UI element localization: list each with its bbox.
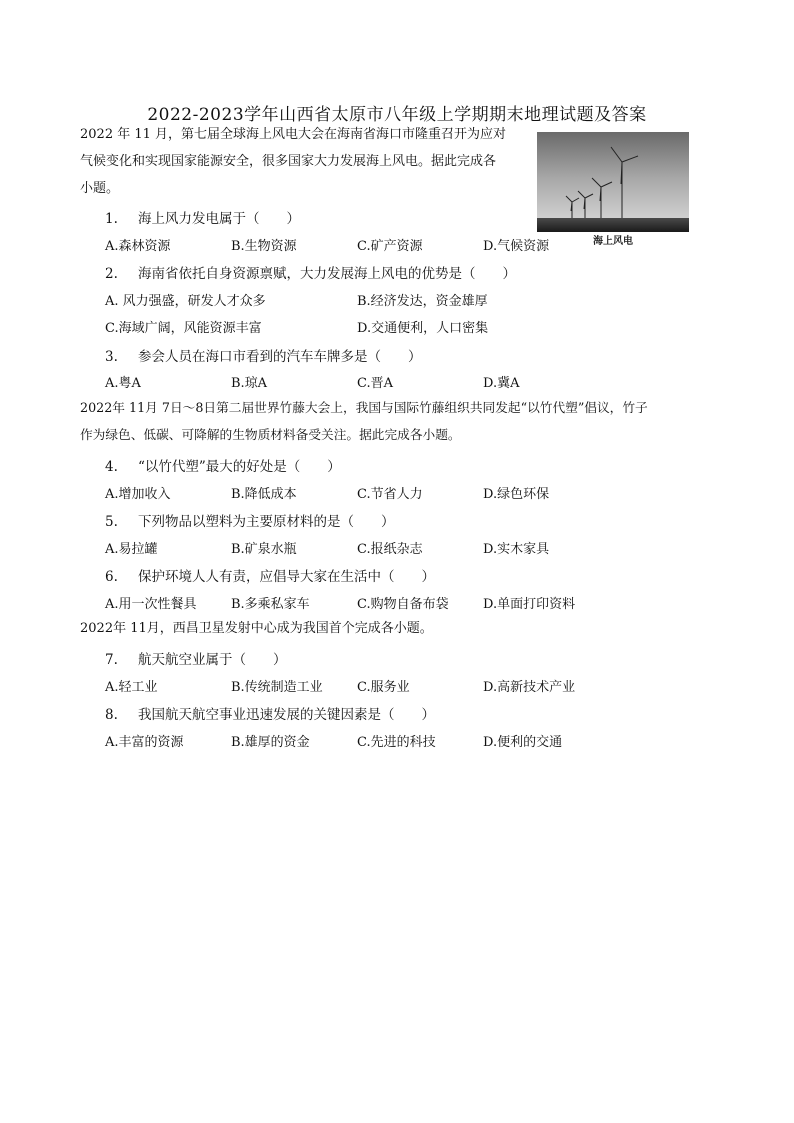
question-8 xyxy=(105,703,435,723)
question-1-option-a: A.森林资源 xyxy=(105,239,171,254)
intro-2-line-2: 作为绿色、低碳、可降解的生物质材料备受关注。据此完成各小题。 xyxy=(80,427,461,442)
question-7-option-b: B.传统制造工业 xyxy=(231,680,323,695)
figure-caption: 海上风电 xyxy=(593,236,633,247)
question-7-text: 航天航空业属于（ ） xyxy=(138,652,287,668)
question-3-option-d: D.冀A xyxy=(483,376,520,391)
question-1-number: 1. xyxy=(105,211,118,227)
question-8-option-b: B.雄厚的资金 xyxy=(231,735,310,750)
page-title: 2022-2023学年山西省太原市八年级上学期期末地理试题及答案 xyxy=(147,105,647,125)
question-6 xyxy=(105,565,435,585)
intro-passage-2 xyxy=(80,394,648,448)
question-6-number: 6. xyxy=(105,569,118,585)
question-2-number: 2. xyxy=(105,266,118,282)
question-2-option-d: D.交通便利，人口密集 xyxy=(357,321,489,336)
intro-passage-3 xyxy=(80,615,433,642)
question-2-option-c: C.海域广阔，风能资源丰富 xyxy=(105,321,262,336)
question-4-option-c: C.节省人力 xyxy=(357,487,423,502)
question-5-option-a: A.易拉罐 xyxy=(105,542,158,557)
question-3-option-a: A.粤A xyxy=(105,376,141,391)
intro-2-line-1: 2022年 11月 7日～8日第二届世界竹藤大会上，我国与国际竹藤组织共同发起“以竹代塑”倡议，竹子 xyxy=(80,400,648,415)
question-8-option-c: C.先进的科技 xyxy=(357,735,436,750)
question-7-number: 7. xyxy=(105,652,118,668)
question-3 xyxy=(105,345,422,365)
question-1 xyxy=(105,207,300,227)
question-6-option-d: D.单面打印资料 xyxy=(483,597,576,612)
question-4-text: “以竹代塑”最大的好处是（ ） xyxy=(138,459,341,475)
question-5-text: 下列物品以塑料为主要原材料的是（ ） xyxy=(138,514,395,530)
question-1-text: 海上风力发电属于（ ） xyxy=(138,211,300,227)
question-5-option-d: D.实木家具 xyxy=(483,542,550,557)
question-5 xyxy=(105,510,395,530)
question-2-options-row-2 xyxy=(105,317,745,337)
question-5-number: 5. xyxy=(105,514,118,530)
question-6-option-b: B.多乘私家车 xyxy=(231,597,310,612)
question-6-text: 保护环境人人有责，应倡导大家在生活中（ ） xyxy=(138,569,435,585)
question-7-options xyxy=(105,676,745,696)
question-4-option-d: D.绿色环保 xyxy=(483,487,550,502)
wind-farm-image xyxy=(537,132,689,232)
intro-passage-1 xyxy=(80,121,506,202)
question-8-option-d: D.便利的交通 xyxy=(483,735,563,750)
question-5-option-b: B.矿泉水瓶 xyxy=(231,542,297,557)
question-2 xyxy=(105,262,516,282)
question-1-option-d: D.气候资源 xyxy=(483,239,550,254)
question-2-option-a: A. 风力强盛，研发人才众多 xyxy=(105,294,266,309)
question-4-number: 4. xyxy=(105,459,118,475)
question-1-options xyxy=(105,235,745,255)
wind-farm-figure xyxy=(537,132,689,248)
question-5-option-c: C.报纸杂志 xyxy=(357,542,423,557)
question-2-options-row-1 xyxy=(105,290,745,310)
question-6-options xyxy=(105,593,745,613)
question-1-option-c: C.矿产资源 xyxy=(357,239,423,254)
question-4-option-a: A.增加收入 xyxy=(105,487,171,502)
question-8-number: 8. xyxy=(105,707,118,723)
question-7-option-a: A.轻工业 xyxy=(105,680,158,695)
question-5-options xyxy=(105,538,745,558)
question-3-option-b: B.琼A xyxy=(231,376,268,391)
question-7-option-c: C.服务业 xyxy=(357,680,410,695)
intro-1-line-3: 小题。 xyxy=(80,181,120,196)
question-6-option-c: C.购物自备布袋 xyxy=(357,597,449,612)
question-8-option-a: A.丰富的资源 xyxy=(105,735,184,750)
question-3-text: 参会人员在海口市看到的汽车车牌多是（ ） xyxy=(138,349,422,365)
question-4-options xyxy=(105,483,745,503)
intro-3-line-1: 2022年 11月，西昌卫星发射中心成为我国首个完成各小题。 xyxy=(80,621,433,636)
question-3-number: 3. xyxy=(105,349,118,365)
intro-1-line-2: 气候变化和实现国家能源安全，很多国家大力发展海上风电。据此完成各 xyxy=(80,154,497,169)
question-3-option-c: C.晋A xyxy=(357,376,394,391)
question-8-options xyxy=(105,731,745,751)
question-2-text: 海南省依托自身资源禀赋，大力发展海上风电的优势是（ ） xyxy=(138,266,516,282)
intro-1-line-1: 2022 年 11 月，第七届全球海上风电大会在海南省海口市隆重召开为应对 xyxy=(80,127,507,142)
question-2-option-b: B.经济发达，资金雄厚 xyxy=(357,294,488,309)
question-8-text: 我国航天航空事业迅速发展的关键因素是（ ） xyxy=(138,707,435,723)
question-3-options xyxy=(105,372,745,392)
question-4 xyxy=(105,455,341,475)
question-4-option-b: B.降低成本 xyxy=(231,487,297,502)
question-1-option-b: B.生物资源 xyxy=(231,239,297,254)
question-7 xyxy=(105,648,287,668)
question-6-option-a: A.用一次性餐具 xyxy=(105,597,197,612)
question-7-option-d: D.高新技术产业 xyxy=(483,680,576,695)
